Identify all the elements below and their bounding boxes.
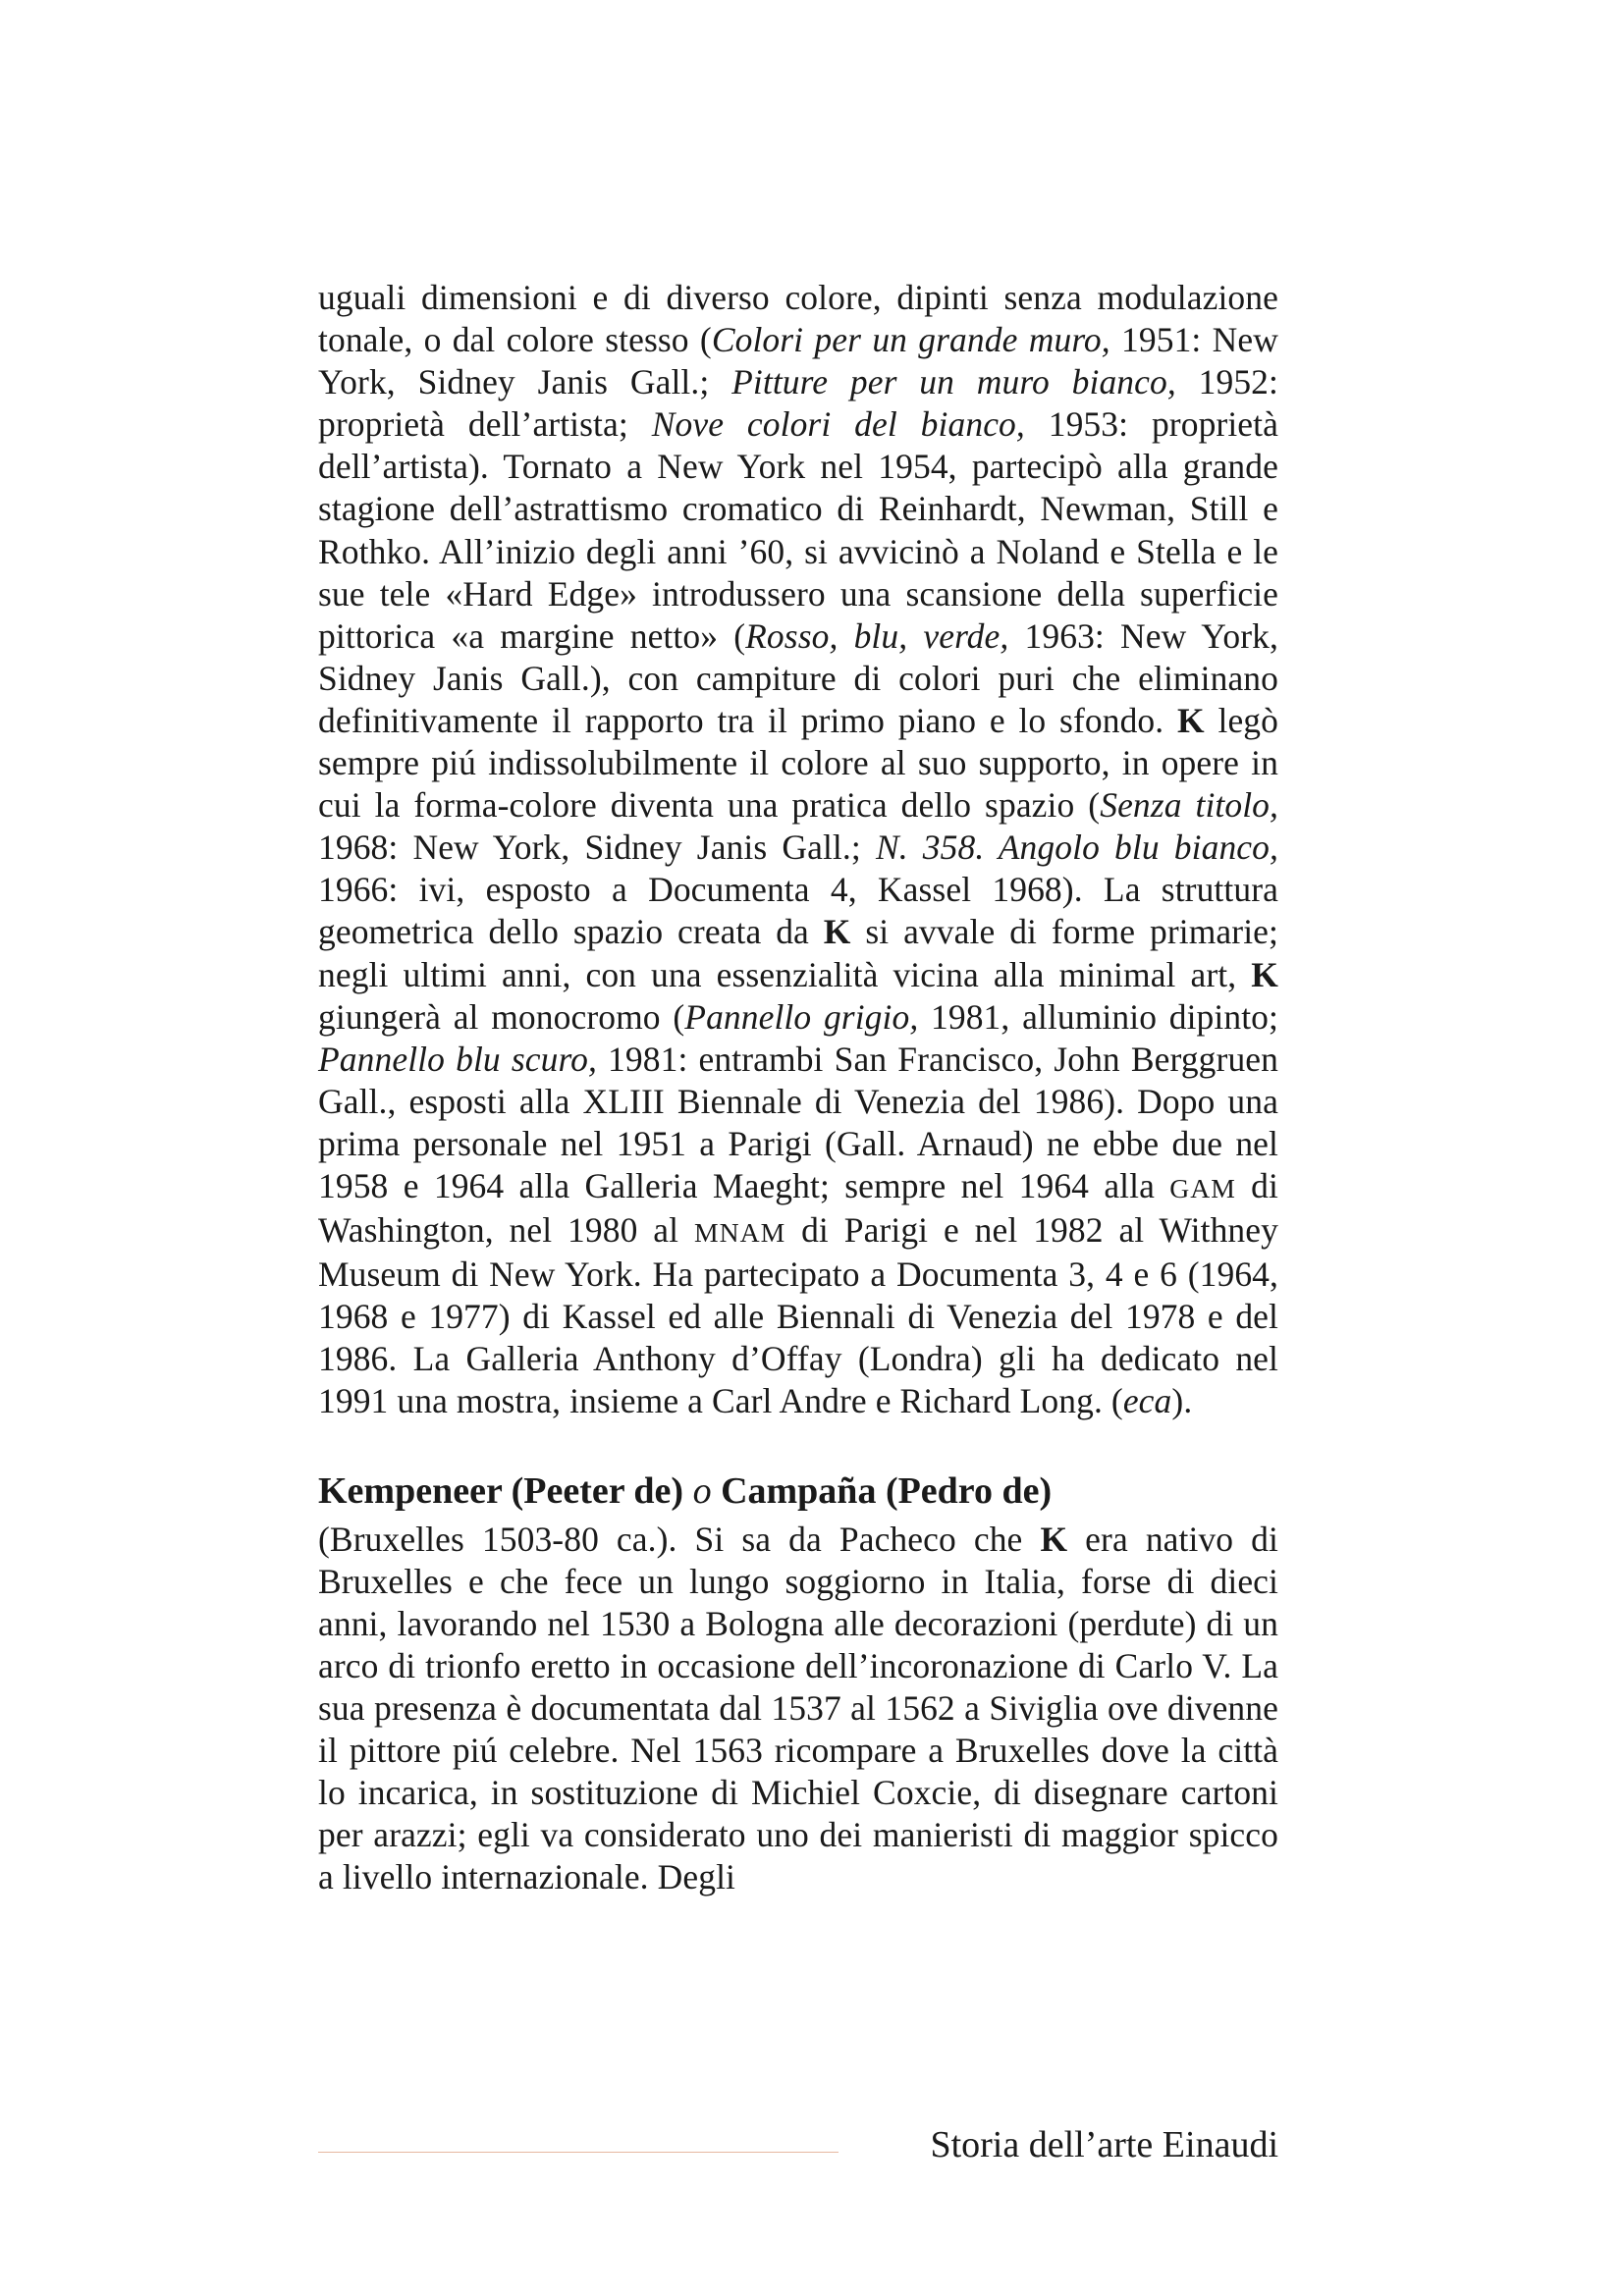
- artist-initial: K: [823, 912, 851, 952]
- text-run: si avvale di forme primarie; negli ultimi anni, con una essenzialità vicina alla minimal art,: [318, 912, 1278, 994]
- text-run: 1981: entrambi San Francisco, John Berggruen Gall., esposti alla XLIII Biennale di Venezia del 1986). Dopo una prima personale nel 1951 a Parigi (Gall. Arnaud) ne ebbe due nel 1958 e 1964 alla Galleria Maeght; sempre nel 1964 alla: [318, 1039, 1278, 1205]
- museum-acronym: MNAM: [693, 1217, 786, 1249]
- text-run: 1981, alluminio dipinto;: [918, 996, 1278, 1037]
- entry-heading-name: Kempeneer (Peeter de): [318, 1469, 684, 1512]
- artwork-title: Pannello blu scuro,: [318, 1039, 597, 1079]
- entry-continued-paragraph: [318, 277, 1278, 1423]
- entry-heading-conjunction: o: [683, 1469, 722, 1512]
- text-run: 1963: New York, Sidney Janis Gall.), con campiture di colori puri che eliminano definitivamente il rapporto tra il primo piano e lo sfondo.: [318, 615, 1278, 740]
- text-column: [318, 277, 1278, 1898]
- text-run: era nativo di Bruxelles e che fece un lungo soggiorno in Italia, forse di dieci anni, lavorando nel 1530 a Bologna alle decorazioni (perdute) di un arco di trionfo eretto in occasione dell’incoronazione di Carlo V. La sua presenza è documentata dal 1537 al 1562 a Siviglia ove divenne il pittore piú celebre. Nel 1563 ricompare a Bruxelles dove la città lo incarica, in sostituzione di Michiel Coxcie, di disegnare cartoni per arazzi; egli va considerato uno dei manieristi di maggior spicco a livello internazionale. Degli: [318, 1519, 1278, 1897]
- text-run: ).: [1171, 1381, 1193, 1421]
- artwork-title: Rosso, blu, verde,: [745, 615, 1009, 656]
- text-run: 1966: ivi, esposto a Documenta 4, Kassel 1968). La struttura geometrica dello spazio creata da: [318, 870, 1278, 952]
- text-run: uguali dimensioni e di diverso colore, dipinti senza modulazione tonale, o dal colore stesso (: [318, 278, 1278, 360]
- text-run: 1952: proprietà dell’artista;: [318, 362, 1278, 445]
- museum-acronym: GAM: [1169, 1172, 1236, 1203]
- artist-initial: K: [1040, 1519, 1068, 1559]
- text-run: giungerà al monocromo (: [318, 996, 685, 1037]
- text-run: 1951: New York, Sidney Janis Gall.;: [318, 320, 1278, 402]
- artwork-title: Colori per un grande muro,: [711, 320, 1110, 360]
- text-run: 1953: proprietà dell’artista). Tornato a New York nel 1954, partecipò alla grande stagione dell’astrattismo cromatico di Reinhardt, Newman, Still e Rothko. All’inizio degli anni ’60, si avvicinò a Noland e Stella e le sue tele «Hard Edge» introdussero una scansione della superficie pittorica «a margine netto» (: [318, 404, 1278, 656]
- entry-heading: [318, 1467, 1278, 1516]
- entry-paragraph: [318, 1519, 1278, 1899]
- text-run: di Washington, nel 1980 al: [318, 1165, 1278, 1251]
- artwork-title: Senza titolo,: [1100, 785, 1279, 826]
- page-footer: [318, 2120, 1278, 2169]
- artwork-title: Pitture per un muro bianco,: [731, 362, 1176, 402]
- text-run: 1968: New York, Sidney Janis Gall.;: [318, 828, 876, 868]
- publication-title: Storia dell’arte Einaudi: [930, 2124, 1278, 2165]
- artwork-title: N. 358. Angolo blu bianco,: [875, 828, 1278, 868]
- footer-rule: [318, 2152, 839, 2153]
- artist-initial: K: [1251, 954, 1278, 994]
- text-run: di Parigi e nel 1982 al Withney Museum di New York. Ha partecipato a Documenta 3, 4 e 6 (1964, 1968 e 1977) di Kassel ed alle Biennali di Venezia del 1978 e del 1986. La Galleria Anthony d’Offay (Londra) gli ha dedicato nel 1991 una mostra, insieme a Carl Andre e Richard Long. (: [318, 1210, 1278, 1421]
- entry-heading-alt-name: Campaña (Pedro de): [721, 1469, 1053, 1512]
- artwork-title: Nove colori del bianco,: [651, 404, 1025, 445]
- text-run: (Bruxelles 1503-80 ca.). Si sa da Pacheco che: [318, 1519, 1041, 1559]
- author-initials: eca: [1122, 1381, 1172, 1421]
- text-run: legò sempre piú indissolubilmente il colore al suo supporto, in opere in cui la forma-colore diventa una pratica dello spazio (: [318, 700, 1279, 826]
- artwork-title: Pannello grigio,: [684, 996, 919, 1037]
- artist-initial: K: [1177, 700, 1205, 740]
